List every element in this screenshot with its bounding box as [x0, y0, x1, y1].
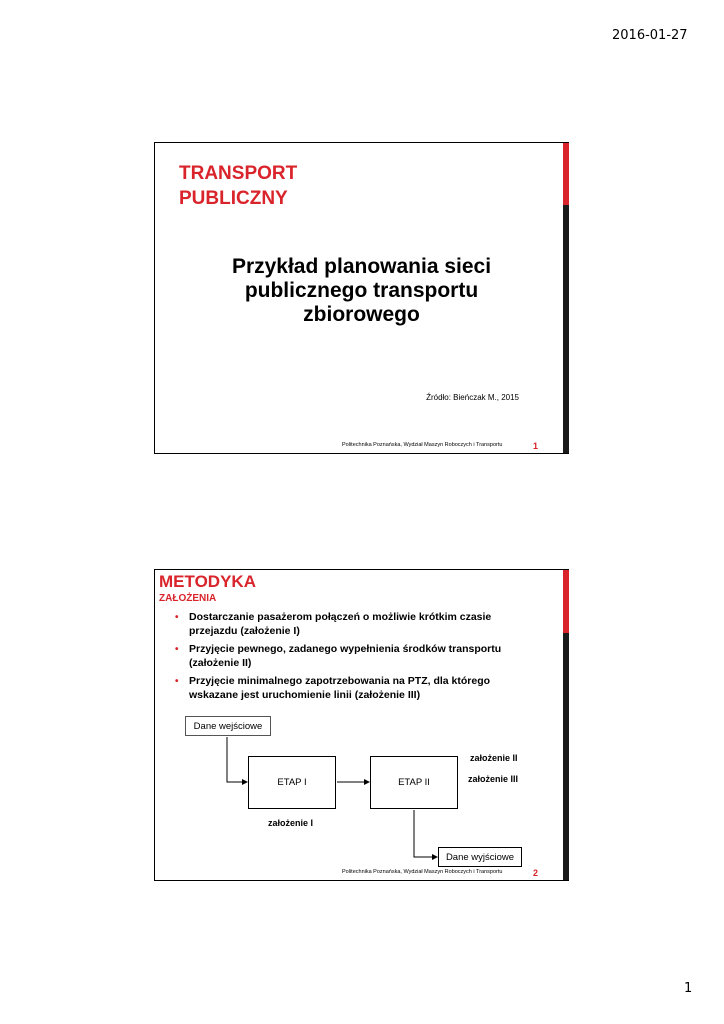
- bullet-line: Przyjęcie minimalnego zapotrzebowania na PTZ, dla którego: [189, 675, 491, 687]
- flow-diagram: [155, 570, 570, 882]
- bullet-icon: •: [175, 612, 179, 623]
- stage2-box: ETAP II: [370, 756, 458, 809]
- slide-kicker: [179, 161, 297, 211]
- source-note: Źródło: Bieńczak M., 2015: [426, 393, 519, 402]
- slide-subtitle: ZAŁOŻENIA: [159, 593, 217, 604]
- bullet-line: (założenie II): [189, 656, 252, 669]
- kicker-line: TRANSPORT: [179, 163, 298, 184]
- output-data-box: Dane wyjściowe: [438, 847, 522, 867]
- slide-1: [154, 142, 569, 454]
- slide-footer: Politechnika Poznańska, Wydział Maszyn Roboczych i Transportu: [342, 869, 503, 875]
- page-number: 1: [684, 981, 693, 996]
- slide-side-accent: [563, 143, 569, 205]
- print-date: 2016-01-27: [612, 28, 688, 43]
- title-line: publicznego transportu: [244, 279, 479, 302]
- connector-input-to-stage1: [227, 737, 247, 782]
- slide-2: [154, 569, 569, 881]
- bullet-line: Dostarczanie pasażerom połączeń o możliwie krótkim czasie: [189, 611, 492, 623]
- kicker-line: PUBLICZNY: [179, 188, 288, 209]
- title-line: zbiorowego: [303, 303, 420, 326]
- bullet-line: Przyjęcie pewnego, zadanego wypełnienia środków transportu: [189, 643, 502, 655]
- bullet-line: przejazdu (założenie I): [189, 624, 300, 637]
- assumption-1-label: założenie I: [268, 818, 314, 828]
- slide-title: [175, 255, 548, 327]
- slide-footer: Politechnika Poznańska, Wydział Maszyn Roboczych i Transportu: [342, 442, 503, 448]
- bullet-icon: •: [175, 644, 179, 655]
- input-data-box: Dane wejściowe: [185, 716, 271, 736]
- assumption-3-label: założenie III: [468, 774, 519, 784]
- title-line: Przykład planowania sieci: [231, 255, 492, 278]
- assumption-2-label: założenie II: [470, 753, 518, 763]
- stage1-box: ETAP I: [248, 756, 336, 809]
- bullet-line: wskazane jest uruchomienie linii (założenie III): [189, 688, 421, 701]
- slide-title: METODYKA: [159, 572, 256, 591]
- bullet-icon: •: [175, 676, 179, 687]
- slide-number: 1: [533, 441, 539, 451]
- connector-stage2-to-output: [414, 810, 437, 857]
- slide-number: 2: [533, 868, 539, 878]
